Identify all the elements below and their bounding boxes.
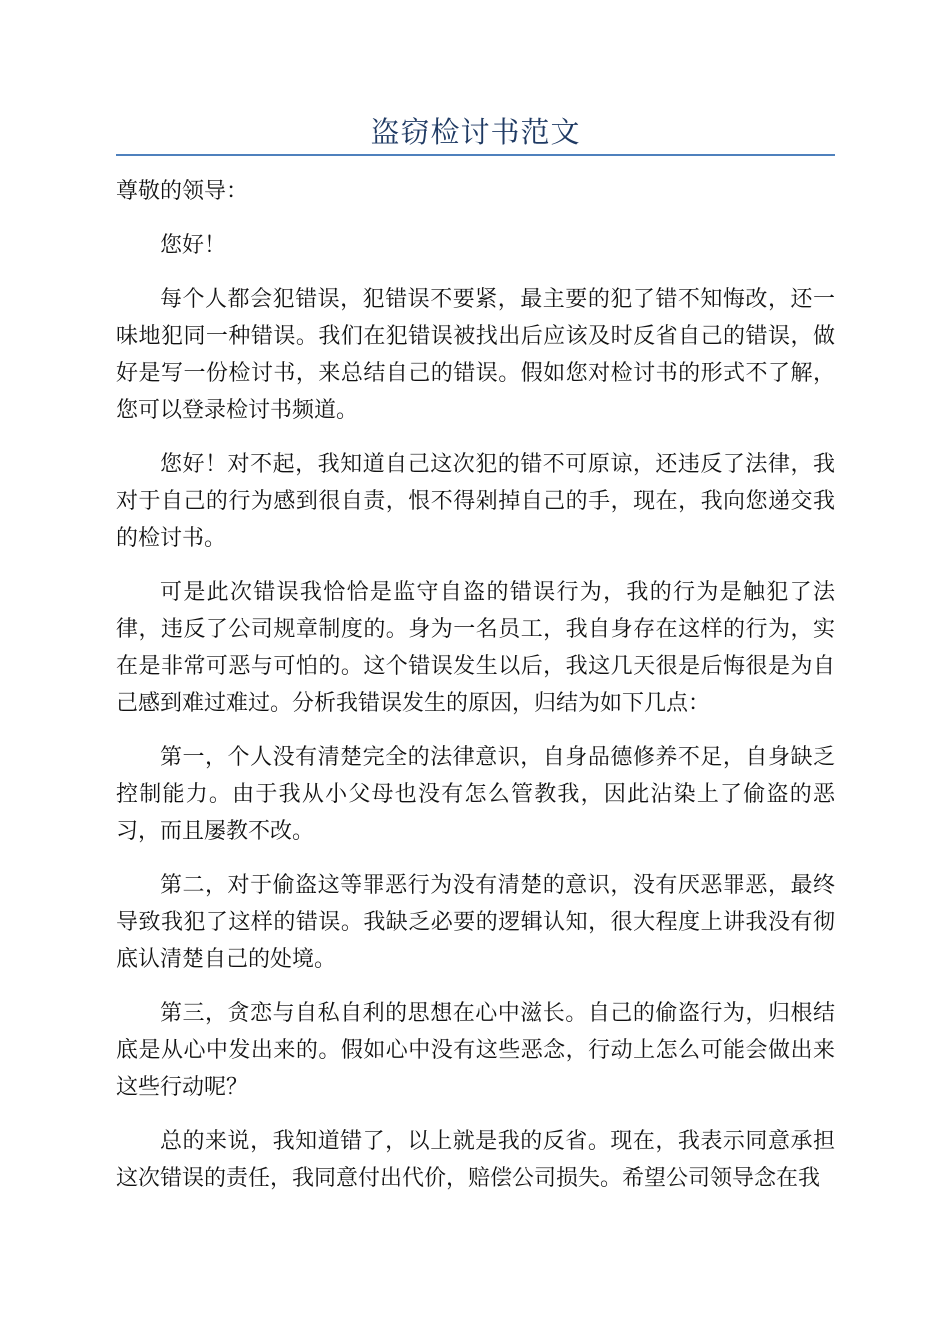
- salutation: 尊敬的领导：: [116, 179, 249, 204]
- paragraph-point-three: 第三，贪恋与自私自利的思想在心中滋长。自己的偷盗行为，归根结底是从心中发出来的。假如心中没有这些恶念，行动上怎么可能会做出来这些行动呢？: [116, 1001, 835, 1100]
- paragraph-point-two: 第二，对于偷盗这等罪恶行为没有清楚的意识，没有厌恶罪恶，最终导致我犯了这样的错误。我缺乏必要的逻辑认知，很大程度上讲我没有彻底认清楚自己的处境。: [116, 873, 835, 972]
- document-title: 盗窃检讨书范文: [370, 115, 581, 149]
- document-body: [116, 173, 835, 1214]
- paragraph-point-one: 第一，个人没有清楚完全的法律意识，自身品德修养不足，自身缺乏控制能力。由于我从小父母也没有怎么管教我，因此沾染上了偷盗的恶习，而且屡教不改。: [116, 745, 835, 844]
- paragraph-apology: 您好！对不起，我知道自己这次犯的错不可原谅，还违反了法律，我对于自己的行为感到很自责，恨不得剁掉自己的手，现在，我向您递交我的检讨书。: [116, 452, 835, 551]
- title-underline: [116, 154, 835, 156]
- paragraph-intro: 每个人都会犯错误，犯错误不要紧，最主要的犯了错不知悔改，还一味地犯同一种错误。我们在犯错误被找出后应该及时反省自己的错误，做好是写一份检讨书，来总结自己的错误。假如您对检讨书的形式不了解，您可以登录检讨书频道。: [116, 287, 835, 423]
- paragraph-greeting: 您好！: [160, 233, 227, 258]
- paragraph-summary: 总的来说，我知道错了，以上就是我的反省。现在，我表示同意承担这次错误的责任，我同意付出代价，赔偿公司损失。希望公司领导念在我: [116, 1129, 835, 1191]
- paragraph-reflection: 可是此次错误我恰恰是监守自盗的错误行为，我的行为是触犯了法律，违反了公司规章制度的。身为一名员工，我自身存在这样的行为，实在是非常可恶与可怕的。这个错误发生以后，我这几天很是后悔很是为自己感到难过难过。分析我错误发生的原因，归结为如下几点：: [116, 580, 835, 716]
